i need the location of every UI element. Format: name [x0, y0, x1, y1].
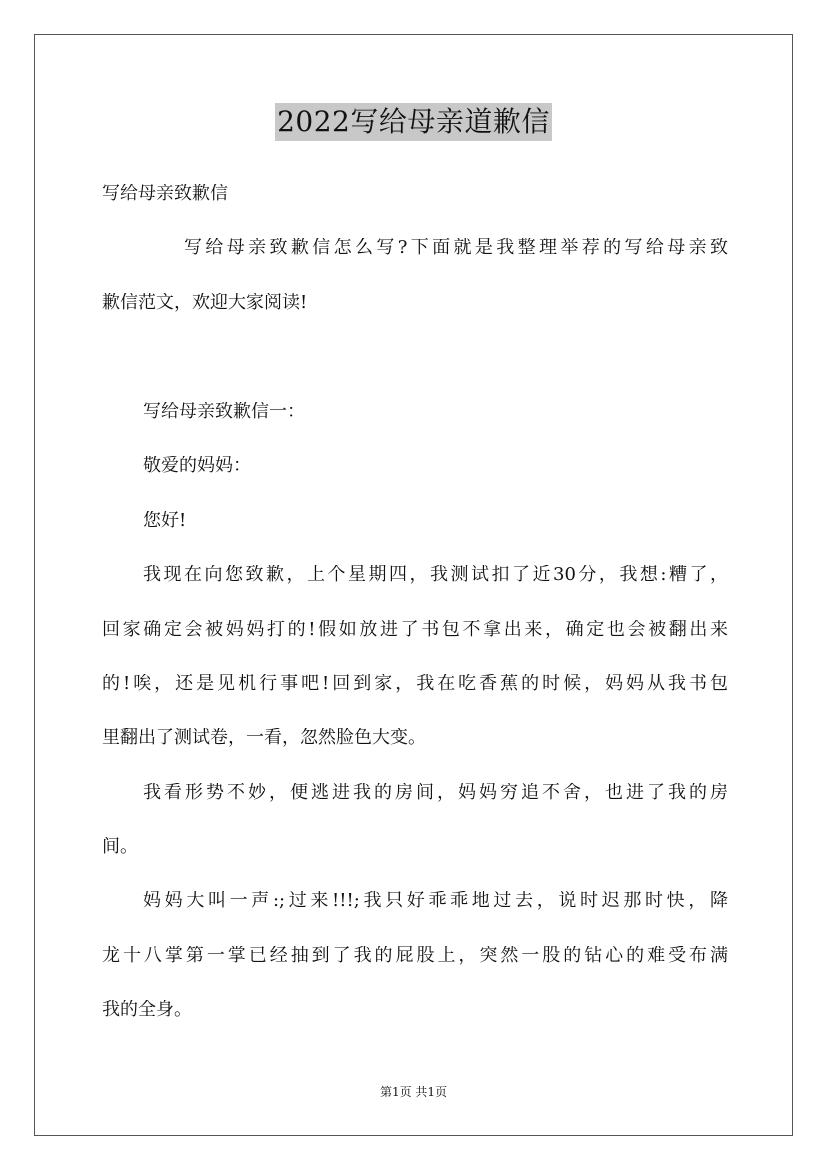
paragraph-1-line-2: 回家确定会被妈妈打的!假如放进了书包不拿出来，确定也会被翻出来 [102, 620, 728, 640]
intro-line-1: 写给母亲致歉信怎么写?下面就是我整理举荐的写给母亲致 [184, 238, 728, 258]
paragraph-2-line-1: 我看形势不妙，便逃进我的房间，妈妈穷追不舍，也进了我的房 [143, 783, 728, 803]
paragraph-1-line-4: 里翻出了测试卷，一看，忽然脸色大变。 [102, 728, 426, 748]
paragraph-1-line-3: 的!唉，还是见机行事吧!回到家，我在吃香蕉的时候，妈妈从我书包 [102, 674, 728, 694]
document-title: 2022写给母亲道歉信 [275, 103, 552, 141]
paragraph-1-line-1: 我现在向您致歉，上个星期四，我测试扣了近30分，我想:糟了， [143, 565, 728, 585]
paragraph-2-line-2: 间。 [102, 837, 138, 857]
paragraph-3-line-2: 龙十八掌第一掌已经抽到了我的屁股上，突然一股的钻心的难受布满 [102, 946, 728, 966]
paragraph-3-line-1: 妈妈大叫一声:;过来!!!;我只好乖乖地过去，说时迟那时快，降 [143, 891, 728, 911]
greeting: 您好! [143, 511, 187, 531]
paragraph-3-line-3: 我的全身。 [102, 1000, 192, 1020]
page-footer: 第1页 共1页 [379, 1085, 448, 1099]
salutation: 敬爱的妈妈： [143, 456, 251, 476]
document-subtitle: 写给母亲致歉信 [102, 184, 228, 204]
section-heading: 写给母亲致歉信一： [143, 402, 305, 422]
title-wrap [0, 103, 827, 141]
intro-line-2: 歉信范文，欢迎大家阅读! [102, 293, 308, 313]
